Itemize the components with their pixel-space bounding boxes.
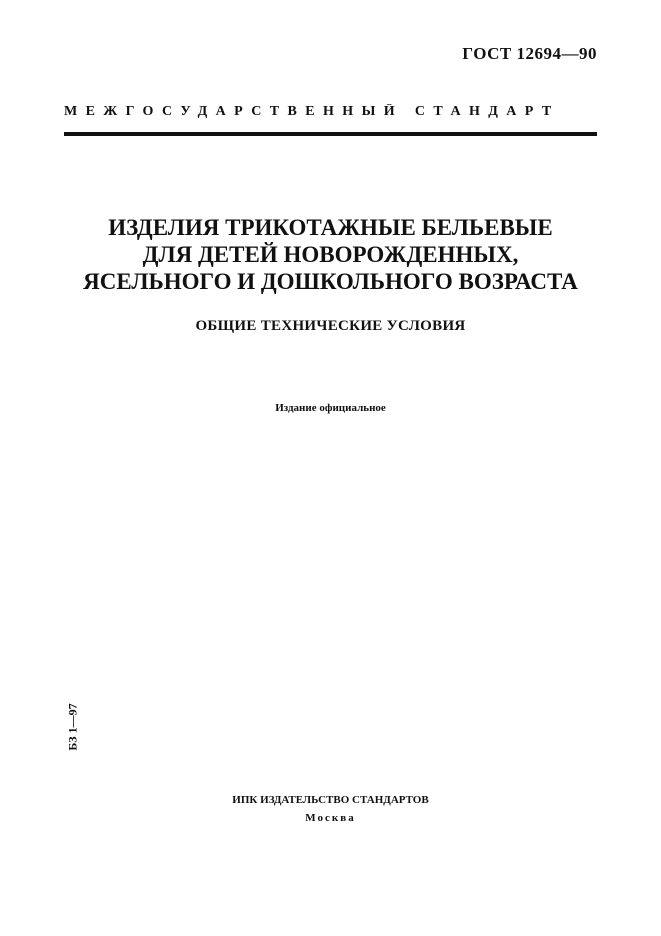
document-subtitle: ОБЩИЕ ТЕХНИЧЕСКИЕ УСЛОВИЯ <box>195 318 466 334</box>
title-line: ЯСЕЛЬНОГО И ДОШКОЛЬНОГО ВОЗРАСТА <box>83 269 578 294</box>
title-line: ДЛЯ ДЕТЕЙ НОВОРОЖДЕННЫХ, <box>142 242 519 267</box>
document-title <box>40 214 621 295</box>
edition-note: Издание официальное <box>275 402 386 414</box>
gost-number: ГОСТ 12694—90 <box>462 44 597 63</box>
side-mark: БЗ 1—97 <box>65 703 80 751</box>
publisher-name: ИПК ИЗДАТЕЛЬСТВО СТАНДАРТОВ <box>232 794 429 806</box>
title-line: ИЗДЕЛИЯ ТРИКОТАЖНЫЕ БЕЛЬЕВЫЕ <box>108 215 553 240</box>
standard-type-heading: МЕЖГОСУДАРСТВЕННЫЙ СТАНДАРТ <box>64 104 560 119</box>
header-divider <box>64 132 597 136</box>
publisher-city: Москва <box>305 812 356 824</box>
